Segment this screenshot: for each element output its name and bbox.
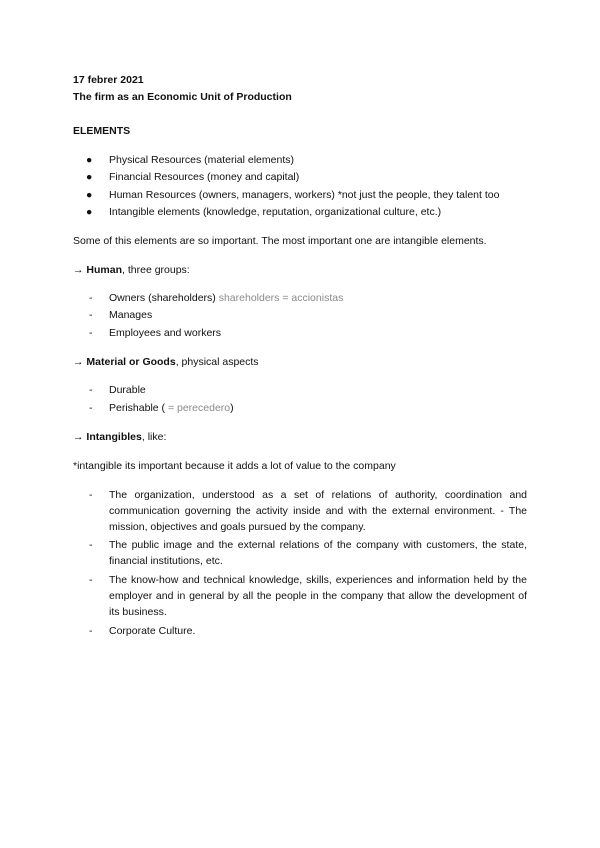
closing-paren: ) — [230, 402, 234, 414]
arrow-icon: → — [73, 431, 84, 443]
elements-note: Some of this elements are so important. The most important one are intangible elements. — [73, 235, 487, 247]
dash-marker: - — [89, 384, 93, 396]
elements-heading: ELEMENTS — [73, 125, 131, 137]
dash-marker: - — [89, 574, 93, 586]
intangibles-note: *intangible its important because it adds a lot of value to the company — [73, 460, 396, 472]
list-item-text: Intangible elements (knowledge, reputation, organizational culture, etc.) — [109, 206, 442, 218]
list-item-text: The organization, understood as a set of relations of authority, coordination and communication governing the activity inside and with the external environment. - The mission, objectives and goals pursued by the company. — [109, 489, 527, 533]
human-label: Human — [86, 264, 123, 276]
list-item-text: Durable — [109, 384, 146, 396]
translation-note: shareholders = accionistas — [218, 292, 344, 304]
material-heading-rest: , physical aspects — [175, 356, 259, 368]
list-item-text: The know-how and technical knowledge, skills, experiences and information held by the employer and in general by all the people in the company that allow the development of its business. — [109, 574, 527, 618]
arrow-icon: → — [73, 264, 84, 276]
bullet-marker: ● — [86, 154, 93, 166]
list-item-text: Perishable ( — [109, 402, 168, 414]
translation-note: = perecedero — [167, 402, 231, 414]
arrow-icon: → — [73, 356, 84, 368]
document-date: 17 febrer 2021 — [73, 74, 144, 86]
bullet-marker: ● — [86, 189, 93, 201]
dash-marker: - — [89, 539, 93, 551]
dash-marker: - — [89, 489, 93, 501]
dash-marker: - — [89, 327, 93, 339]
list-item — [89, 572, 527, 620]
material-label: Material or Goods — [86, 356, 176, 368]
intangibles-heading-rest: , like: — [141, 431, 167, 443]
list-item — [89, 487, 527, 535]
list-item-text: Physical Resources (material elements) — [109, 154, 294, 166]
bullet-marker: ● — [86, 206, 93, 218]
human-heading-rest: , three groups: — [122, 264, 190, 276]
dash-marker: - — [89, 402, 93, 414]
dash-marker: - — [89, 625, 93, 637]
human-heading — [73, 263, 190, 277]
dash-marker: - — [89, 309, 93, 321]
list-item-text: Owners (shareholders) — [109, 292, 219, 304]
material-heading — [73, 355, 259, 369]
list-item-text: Human Resources (owners, managers, workers) *not just the people, they talent too — [109, 189, 500, 201]
list-item-text: Corporate Culture. — [109, 625, 196, 637]
list-item — [89, 623, 527, 639]
bullet-marker: ● — [86, 171, 93, 183]
dash-marker: - — [89, 292, 93, 304]
list-item-text: Manages — [109, 309, 153, 321]
intangibles-heading — [73, 430, 166, 444]
list-item-text: Employees and workers — [109, 327, 222, 339]
list-item-text: The public image and the external relations of the company with customers, the state, financial institutions, etc. — [109, 539, 527, 567]
document-title: The firm as an Economic Unit of Production — [73, 91, 292, 103]
list-item — [89, 537, 527, 569]
list-item-text: Financial Resources (money and capital) — [109, 171, 300, 183]
intangibles-label: Intangibles — [86, 431, 142, 443]
